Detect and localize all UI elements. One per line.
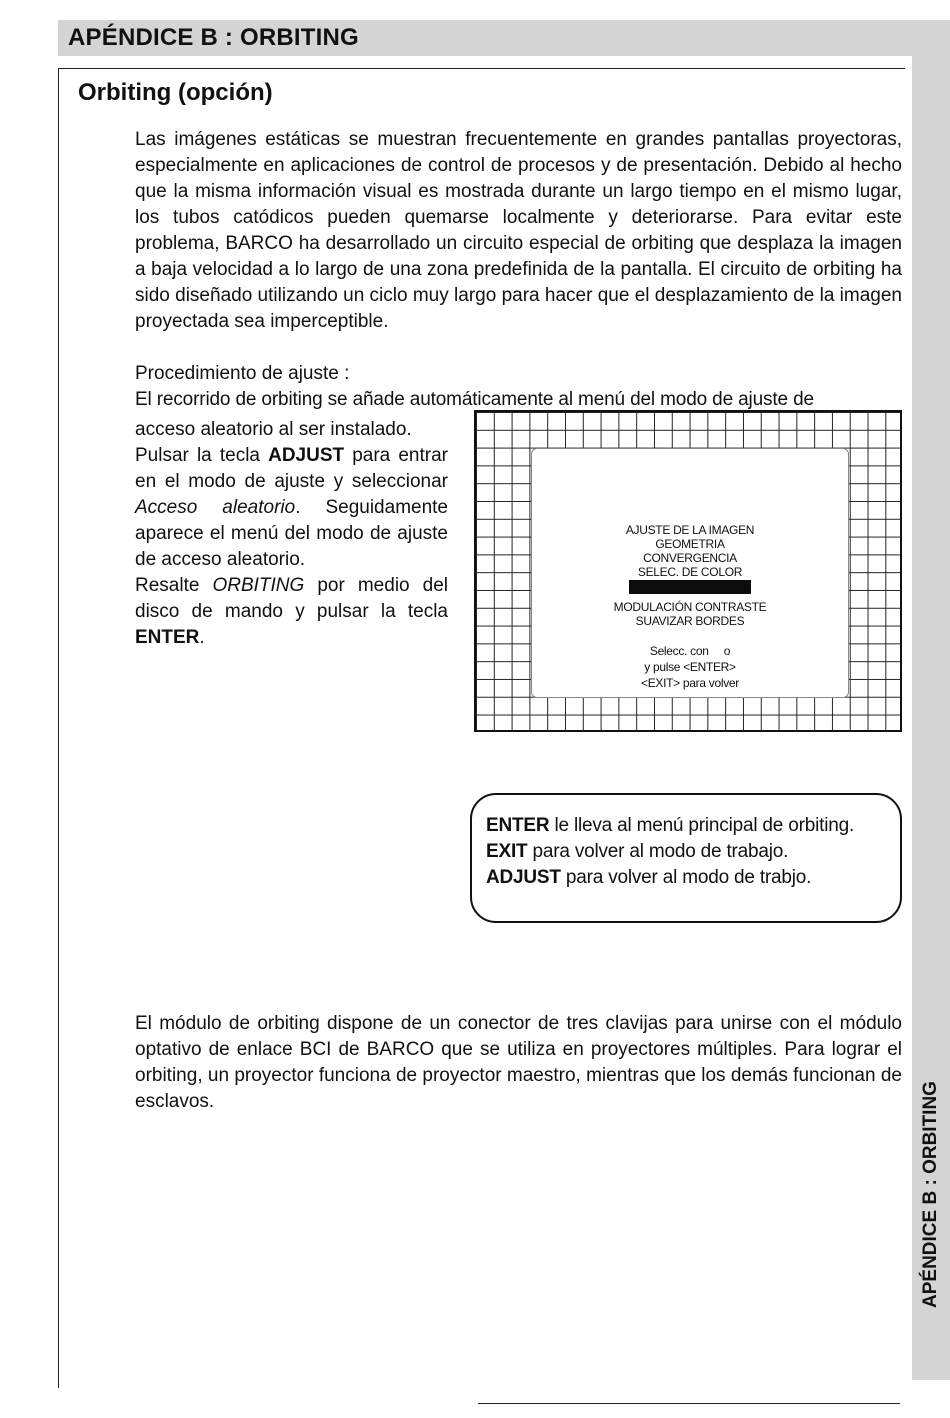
procedure-lead: El recorrido de orbiting se añade automáticamente al menú del modo de ajuste de bbox=[135, 389, 814, 410]
side-tab-label: APÉNDICE B : ORBITING bbox=[920, 1081, 941, 1308]
orbiting-option-label: ORBITING bbox=[212, 575, 305, 596]
menu-item-edge-blending: SUAVIZAR BORDES bbox=[635, 614, 745, 628]
menu-item-contrast-modulation: MODULACIÓN CONTRASTE bbox=[613, 600, 767, 614]
procedure-heading: Procedimiento de ajuste : bbox=[135, 363, 350, 384]
info-text-exit: para volver al modo de trabajo. bbox=[527, 841, 789, 862]
chapter-title: APÉNDICE B : ORBITING bbox=[68, 24, 359, 51]
step1-mid: para entrar en el modo de ajuste y seleccionar bbox=[135, 445, 448, 492]
info-line-enter bbox=[486, 813, 900, 839]
step1-pre: Pulsar la tecla bbox=[135, 445, 269, 466]
menu-item-convergence: CONVERGENCIA bbox=[643, 551, 737, 565]
info-line-exit bbox=[486, 839, 900, 865]
section-title: Orbiting (opción) bbox=[78, 79, 273, 106]
info-key-adjust: ADJUST bbox=[486, 867, 561, 888]
menu-item-color-select: SELEC. DE COLOR bbox=[637, 565, 743, 579]
menu-item-picture-tuning: AJUSTE DE LA IMAGEN bbox=[625, 523, 755, 537]
key-info-box bbox=[470, 793, 902, 923]
menu-item-highlighted-orbiting bbox=[629, 580, 751, 594]
step2-post: . bbox=[199, 627, 205, 648]
random-access-menu bbox=[531, 448, 849, 698]
chapter-header-bar bbox=[58, 20, 950, 56]
step2-pre: Resalte bbox=[135, 575, 213, 596]
frame-top-rule bbox=[58, 68, 905, 69]
menu-item-geometry: GEOMETRIA bbox=[655, 537, 725, 551]
menu-help-text bbox=[532, 643, 848, 691]
intro-paragraph: Las imágenes estáticas se muestran frecuentemente en grandes pantallas proyectoras, especialmente en aplicaciones de control de procesos y de presentación. Debido al hecho que la misma información visual es mostrada durante un largo tiempo en el mismo lugar, los tubos catódicos pueden quemarse localmente y deteriorarse. Para evitar este problema, BARCO ha desarrollado un circuito especial de orbiting que desplaza la imagen a baja velocidad a lo largo de una zona predefinida de la pantalla. El circuito de orbiting ha sido diseñado utilizando un ciclo muy largo para hacer que el desplazamiento de la imagen proyectada sea imperceptible. bbox=[135, 129, 902, 332]
random-access-label: Acceso aleatorio bbox=[135, 497, 296, 518]
procedure-continuation: acceso aleatorio al ser instalado. bbox=[135, 419, 412, 440]
projector-screen-illustration bbox=[474, 410, 902, 732]
procedure-paragraph bbox=[135, 361, 902, 413]
info-text-enter: le lleva al menú principal de orbiting. bbox=[549, 815, 855, 836]
closing-paragraph: El módulo de orbiting dispone de un conector de tres clavijas para unirse con el módulo optativo de enlace BCI de BARCO que se utiliza en proyectores múltiples. Para lograr el orbiting, un proyector funciona de proyector maestro, mientras que los demás funcionan de esclavos. bbox=[135, 1013, 902, 1112]
info-text-adjust: para volver al modo de trabjo. bbox=[560, 867, 812, 888]
enter-key-label: ENTER bbox=[135, 627, 200, 648]
menu-help-line-2: y pulse <ENTER> bbox=[644, 660, 736, 674]
footer-rule bbox=[478, 1403, 900, 1404]
adjust-key-label: ADJUST bbox=[268, 445, 345, 466]
step1-post: . Seguidamente aparece el menú del modo de ajuste de acceso aleatorio. bbox=[135, 497, 448, 570]
step2-mid: por medio del disco de mando y pulsar la tecla bbox=[135, 575, 448, 622]
chapter-side-tab bbox=[912, 56, 950, 1380]
frame-left-rule bbox=[58, 68, 59, 1388]
menu-help-line-1: Selecc. con o bbox=[649, 644, 731, 658]
info-line-adjust bbox=[486, 865, 900, 891]
info-key-exit: EXIT bbox=[486, 841, 528, 862]
procedure-steps bbox=[135, 417, 448, 651]
info-key-enter: ENTER bbox=[486, 815, 550, 836]
menu-help-line-3: <EXIT> para volver bbox=[641, 676, 739, 690]
menu-list bbox=[532, 523, 848, 628]
